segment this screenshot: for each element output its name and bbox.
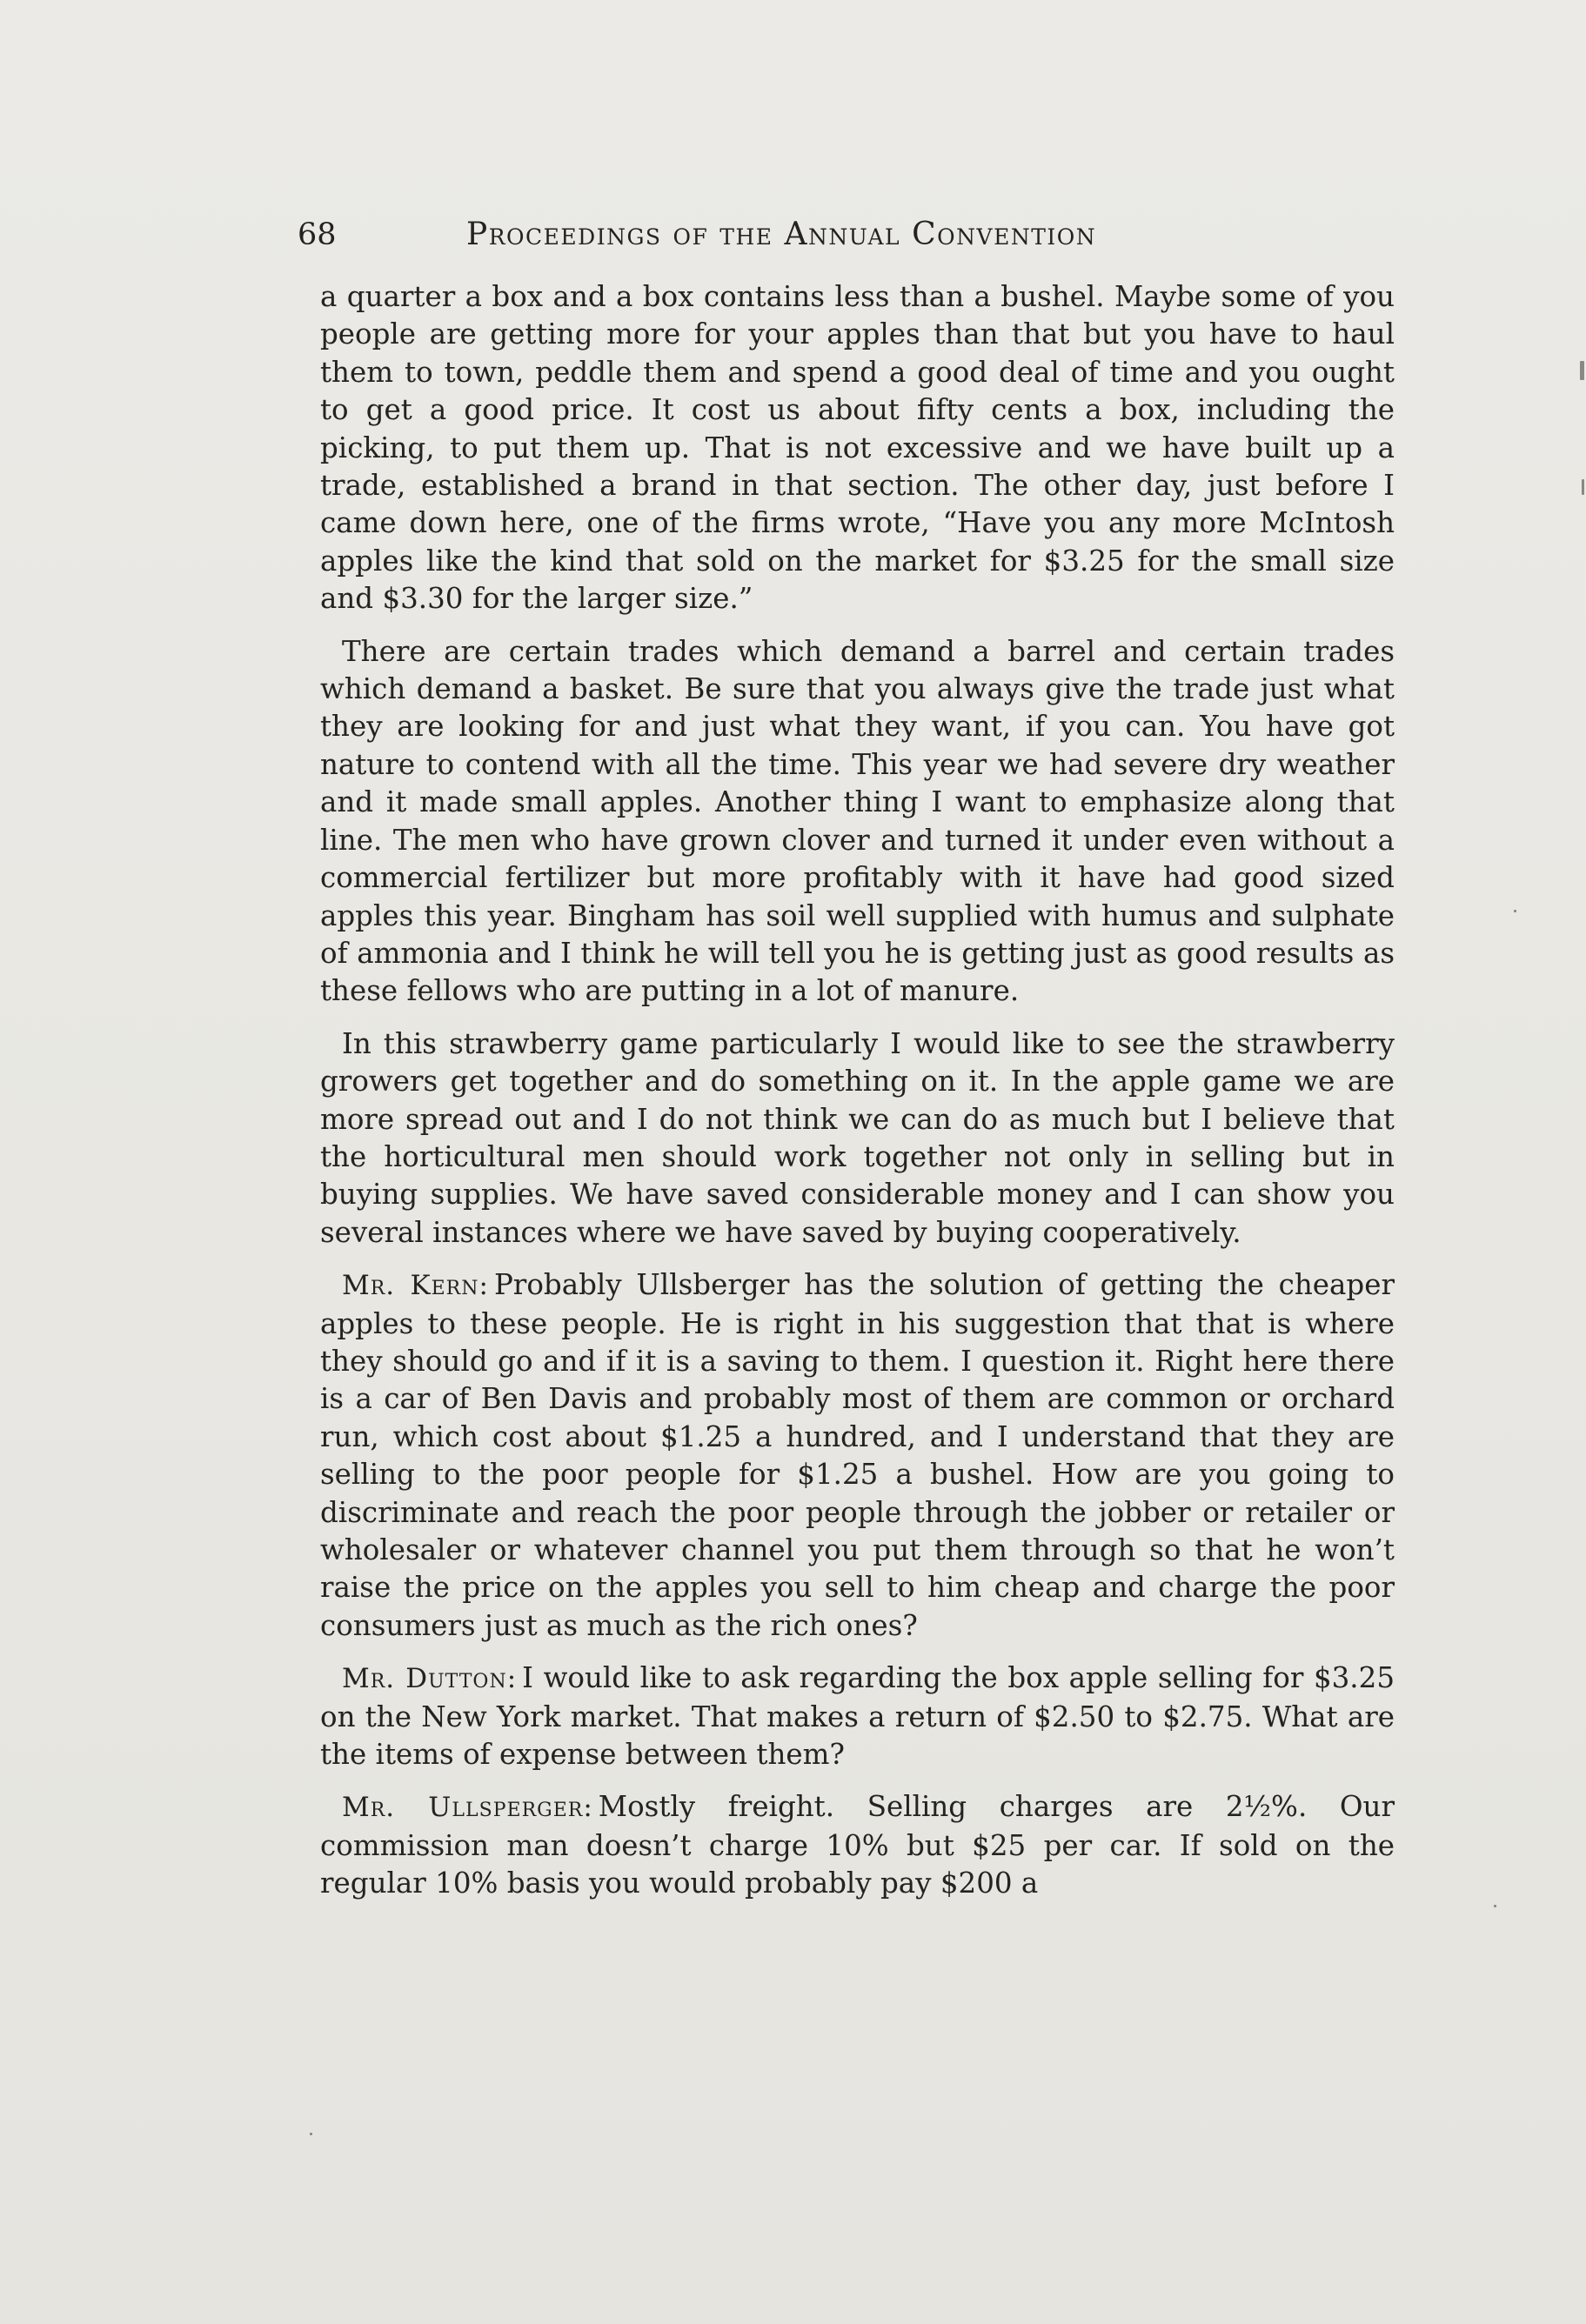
speech-dutton <box>320 1660 1395 1773</box>
paragraph-strawberry: In this strawberry game particularly I would like to see the strawberry growers get together and do something on it. In the apple game we are more spread out and I do not think we can do as much but I believe that the horticultural men should work together not only in selling but in buying supplies. We have saved considerable money and I can show you several instances where we have saved by buying cooperatively. <box>320 1026 1395 1249</box>
margin-mark <box>1582 479 1584 495</box>
speaker-dutton: Mr. Dutton: <box>342 1663 518 1695</box>
paragraph-continuation: a quarter a box and a box contains less than a bushel. Maybe some of you people are getting more for your apples than that but you have to haul them to town, peddle them and spend a good deal of time and you ought to get a good price. It cost us about fifty cents a box, including the picking, to put them up. That is not excessive and we have built up a trade, established a brand in that section. The other day, just before I came down here, one of the firms wrote, “Have you any more McIntosh apples like the kind that sold on the market for $3.25 for the small size and $3.30 for the larger size.” <box>320 280 1395 616</box>
speech-kern-text: Probably Ullsberger has the solution of getting the cheaper apples to these people. He is right in his suggestion that that is where they should go and if it is a saving to them. I question it. Right here there is a car of Ben Davis and probably most of them are common or orchard run, which cost about $1.25 a hundred, and I understand that they are selling to the poor people for $1.25 a bushel. How are you going to discriminate and reach the poor people through the jobber or retailer or wholesaler or whatever channel you put them through so that he won’t raise the price on the apples you sell to him cheap and charge the poor consumers just as much as the rich ones? <box>320 1268 1395 1642</box>
margin-mark <box>310 2133 312 2135</box>
speaker-kern: Mr. Kern: <box>342 1270 489 1302</box>
speech-dutton-text: I would like to ask regarding the box apple selling for $3.25 on the New York market. That makes a return of $2.50 to $2.75. What are the items of expense between them? <box>320 1661 1395 1772</box>
page-number: 68 <box>298 217 337 252</box>
speech-ullsperger <box>320 1788 1395 1902</box>
margin-mark <box>1580 361 1584 380</box>
speech-ullsperger-text: Mostly freight. Selling charges are 2½%. Our commission man doesn’t charge 10% but $25 per car. If sold on the regular 10% basis you would probably pay $200 a <box>320 1790 1395 1900</box>
speaker-ullsperger: Mr. Ullsperger: <box>342 1792 593 1824</box>
margin-mark <box>1494 1905 1496 1907</box>
speech-kern <box>320 1266 1395 1645</box>
paragraph-trades: There are certain trades which demand a barrel and certain trades which demand a basket. Be sure that you always give the trade just what they are looking for and just what they want, if you can. You have got nature to contend with all the time. This year we had severe dry weather and it made small apples. Another thing I want to emphasize along that line. The men who have grown clover and turned it under even without a commercial fertilizer but more profitably with it have had good sized apples this year. Bingham has soil well supplied with humus and sulphate of ammonia and I think he will tell you he is getting just as good results as these fellows who are putting in a lot of manure. <box>320 634 1395 1008</box>
running-head <box>298 209 1395 261</box>
running-title: Proceedings of the Annual Convention <box>466 217 1097 252</box>
page-content <box>298 209 1395 1918</box>
margin-mark <box>1514 910 1516 912</box>
